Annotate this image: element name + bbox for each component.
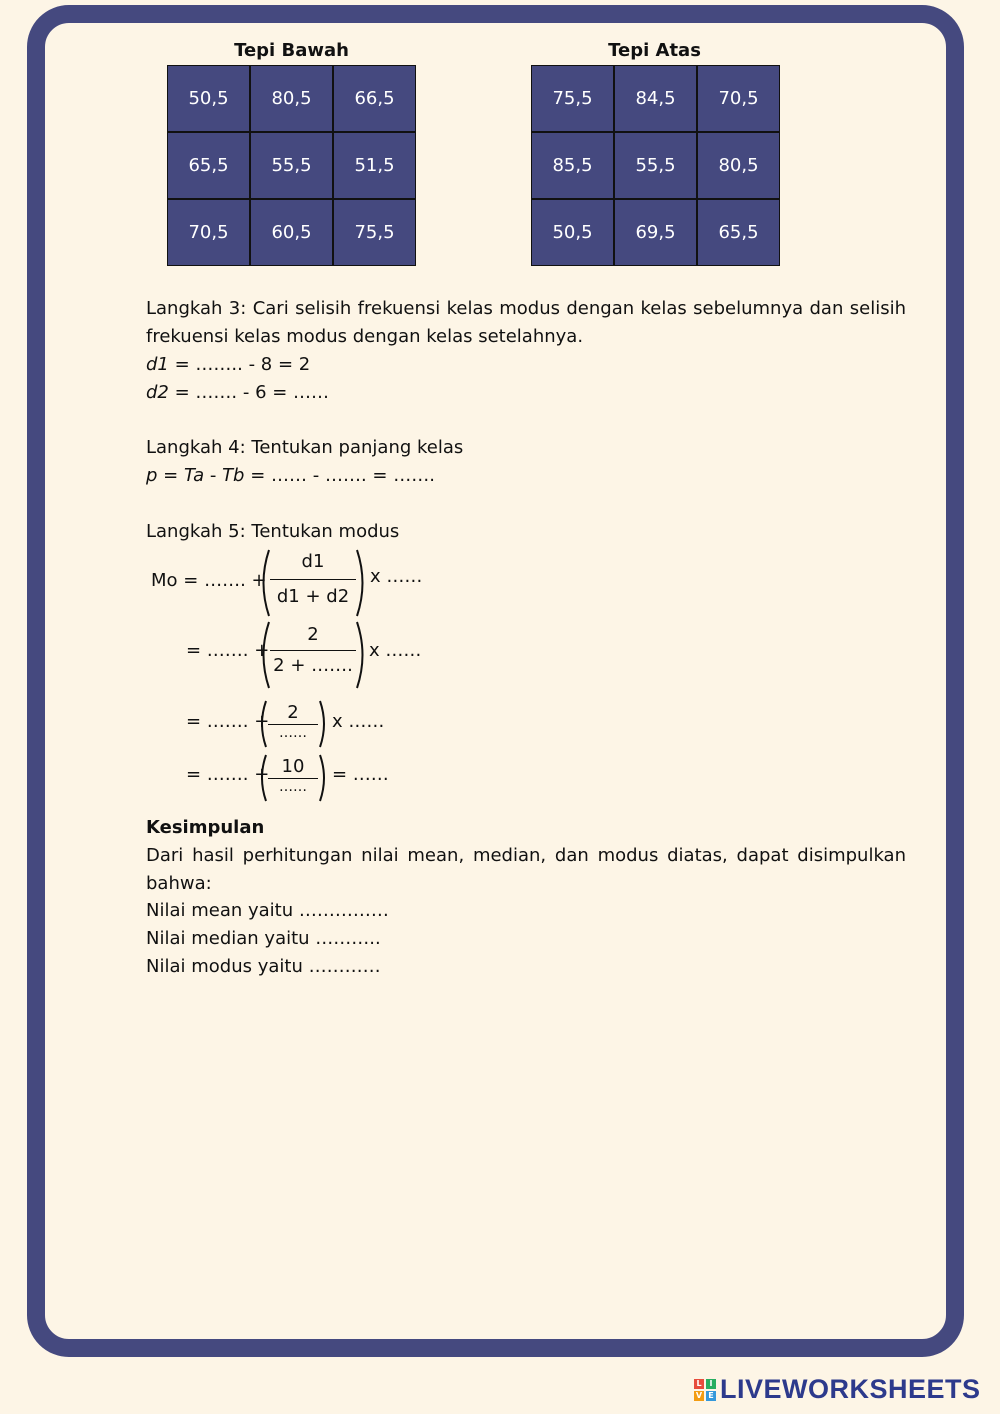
logo-icon — [694, 1379, 716, 1401]
p-eq: = — [157, 465, 184, 486]
fraction-numerator: 2 — [287, 702, 299, 723]
right-paren-icon — [318, 699, 330, 749]
langkah5-text: Langkah 5: Tentukan modus — [146, 521, 400, 542]
table-cell: 75,5 — [532, 66, 613, 131]
d2-line — [146, 379, 906, 407]
d2-blank[interactable]: = ……. - 6 = …… — [168, 382, 330, 403]
logo-letter: E — [706, 1391, 716, 1401]
kesimpulan-text: Dari hasil perhitungan nilai mean, median, dan modus diatas, dapat disimpulkan bahwa: — [146, 845, 906, 894]
fraction-bar — [270, 650, 356, 651]
logo-letter: V — [695, 1391, 703, 1400]
nilai-modus[interactable]: Nilai modus yaitu ………… — [146, 956, 381, 977]
mo-line2-right[interactable]: x …… — [369, 640, 422, 661]
fraction-denominator[interactable]: …… — [279, 725, 307, 741]
p-blank[interactable]: = …… - ……. = ……. — [244, 465, 435, 486]
d2-label: d2 — [146, 382, 169, 403]
fraction-denominator: d1 + d2 — [276, 586, 350, 607]
right-paren-icon — [354, 620, 370, 690]
mo-line4-fraction — [268, 756, 318, 795]
mo-line3-fraction — [268, 702, 318, 741]
table-title-tepi-atas: Tepi Atas — [608, 40, 701, 61]
table-tepi-atas — [531, 65, 780, 266]
mo-line2-left[interactable]: = ……. + — [186, 640, 270, 661]
table-tepi-bawah — [167, 65, 416, 266]
fraction-denominator[interactable]: 2 + ……. — [273, 655, 353, 676]
nilai-mean[interactable]: Nilai mean yaitu …………… — [146, 900, 389, 921]
mo-line2-fraction — [270, 624, 356, 676]
fraction-numerator: 2 — [307, 624, 319, 645]
d1-line — [146, 351, 906, 379]
mo-line4-right[interactable]: = …… — [332, 764, 389, 785]
mo-line1-right[interactable]: x …… — [370, 566, 423, 587]
table-cell: 84,5 — [615, 66, 696, 131]
table-cell: 60,5 — [251, 200, 332, 265]
table-cell: 85,5 — [532, 133, 613, 198]
mo-line1-fraction — [270, 551, 356, 607]
table-cell: 51,5 — [334, 133, 415, 198]
mo-line3-left[interactable]: = ……. + — [186, 711, 270, 732]
langkah3-text: Langkah 3: Cari selisih frekuensi kelas modus dengan kelas sebelumnya dan selisih frekuensi kelas modus dengan kelas setelahnya. — [146, 298, 906, 347]
fraction-numerator: 10 — [281, 756, 305, 777]
table-cell: 65,5 — [698, 200, 779, 265]
p-label: p — [146, 465, 158, 486]
table-cell: 65,5 — [168, 133, 249, 198]
ta-label: Ta — [183, 465, 205, 486]
left-paren-icon — [256, 753, 268, 803]
table-cell: 70,5 — [168, 200, 249, 265]
table-cell: 75,5 — [334, 200, 415, 265]
table-title-tepi-bawah: Tepi Bawah — [234, 40, 349, 61]
table-cell: 50,5 — [532, 200, 613, 265]
nilai-median[interactable]: Nilai median yaitu ……….. — [146, 928, 381, 949]
langkah4-text: Langkah 4: Tentukan panjang kelas — [146, 437, 464, 458]
right-paren-icon — [354, 548, 370, 618]
table-cell: 80,5 — [251, 66, 332, 131]
table-cell: 80,5 — [698, 133, 779, 198]
liveworksheets-logo — [694, 1374, 981, 1405]
d1-label: d1 — [146, 354, 169, 375]
mo-line4-left[interactable]: = ……. + — [186, 764, 270, 785]
mo-line3-right[interactable]: x …… — [332, 711, 385, 732]
table-cell: 50,5 — [168, 66, 249, 131]
mo-line1-left[interactable]: Mo = ……. + — [151, 570, 267, 591]
fraction-denominator[interactable]: …… — [279, 779, 307, 795]
table-cell: 66,5 — [334, 66, 415, 131]
kesimpulan-title: Kesimpulan — [146, 817, 265, 838]
fraction-bar — [270, 579, 356, 580]
table-cell: 55,5 — [251, 133, 332, 198]
table-cell: 69,5 — [615, 200, 696, 265]
fraction-numerator: d1 — [301, 551, 325, 572]
tb-label: Tb — [222, 465, 245, 486]
d1-blank[interactable]: = …….. - 8 = 2 — [168, 354, 311, 375]
logo-letter: L — [694, 1379, 704, 1389]
left-paren-icon — [256, 699, 268, 749]
right-paren-icon — [318, 753, 330, 803]
p-minus: - — [204, 465, 223, 486]
table-cell: 70,5 — [698, 66, 779, 131]
p-line — [146, 462, 906, 490]
logo-text: LIVEWORKSHEETS — [720, 1374, 981, 1404]
table-cell: 55,5 — [615, 133, 696, 198]
logo-letter: I — [706, 1379, 716, 1389]
